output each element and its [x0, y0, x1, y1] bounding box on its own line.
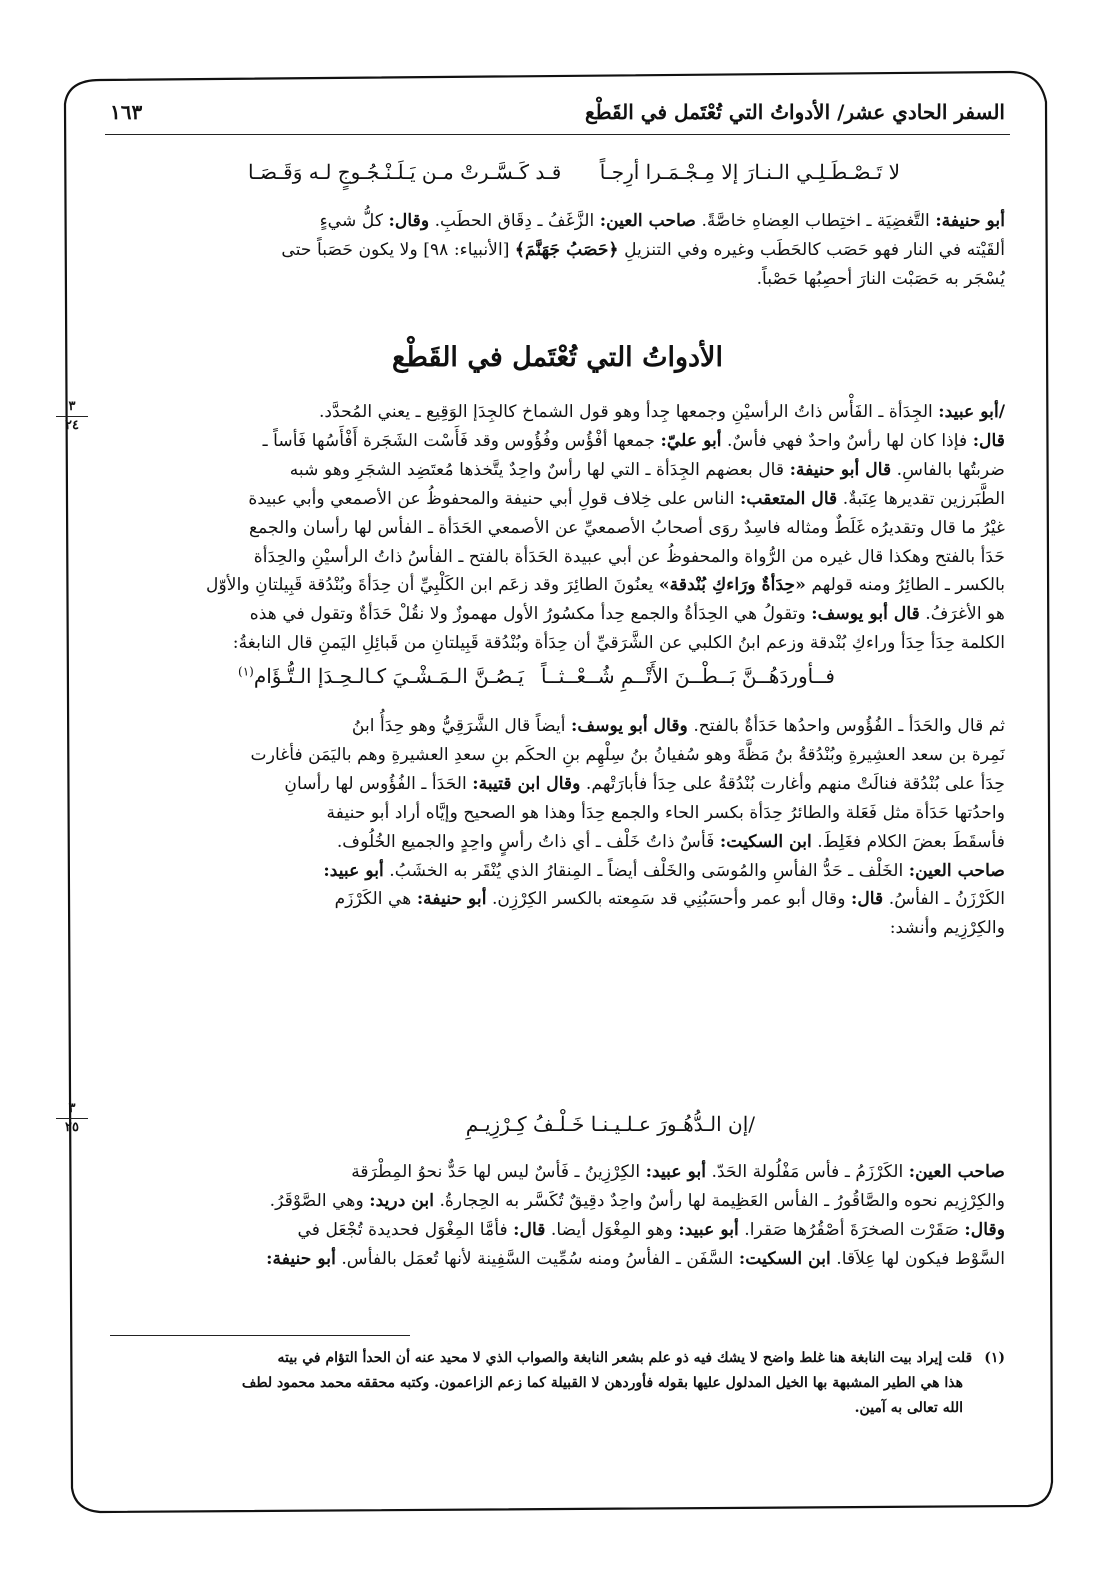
text-line: غيْرُ ما قال وتقديرُه غَلَطٌ ومثاله فاسِدٌ روَى أصحابُ الأصمعيِّ عن الأصمعي الحَدَأة ـ الفأس لها رأسان والجمع [248, 517, 1005, 538]
header-divider [105, 134, 1010, 135]
text-line: الكلمة حِدَأ حِدَأ وراءكِ بُنْدقة وزعم ابنُ الكلبي عن الشَّرَقيِّ أن حِدَأة وبُنْدُقة قَبِيلتانِ من قَبائِلِ اليَمنِ قال النابغةُ: [232, 633, 1005, 654]
running-title: السفر الحادي عشر/ الأدواتُ التي تُعْتَمل في القَطْع [585, 100, 1005, 124]
verse-1-left-hemistich: قـد كَـسَّـرتْ مـن يَـلَـنْـجُـوجٍ لـه وَقَـصَـا [248, 160, 562, 184]
text-line: وقال: صَقَرْت الصخرَةَ أصْقُرُها صَقرا. أبو عبيد: وهو المِغْوَل أيضا. قال: فأمَّا المِغْوَل فحديدة تُجْعَل في [297, 1219, 1005, 1240]
text-line: والكِرْزِيم نحوه والصَّاقُورُ ـ الفأس العَظِيمة لها رأسٌ واحِدٌ دقِيقٌ تُكَسَّر به الحِجارةُ. ابن دريد: وهي الصَّوْقَرُ. [269, 1190, 1005, 1211]
text-line: والكِرْزِيم وأنشد: [889, 918, 1005, 939]
text-line: ثم قال والحَدَأ ـ الفُؤُوس واحدُها حَدَأةٌ بالفتح. وقال أبو يوسف: أيضاً قال الشَّرَقِيُّ وهو حِدَأُ ابنُ [351, 716, 1005, 736]
text-line: حِدَأ على بُنْدُقة فنالَتْ منهم وأغارت بُنْدُقةُ على حِدَأ فأبارَتْهم. وقال ابن قتيبة: الحَدَأ ـ الفُؤُوس لها رأسانِ [284, 773, 1005, 794]
footnote-marker: (١) [238, 664, 254, 679]
verse-3: /إن الـدُّهُـورَ عـلـيـنـا خَـلْـفُ كِـرْزِيـمِ [465, 1112, 755, 1136]
text-line: فأسقَطَ بعضَ الكلام فغَلِطَ. ابن السكيت: فَأسٌ ذاتُ خَلْف ـ أي ذاتُ رأسٍ واحِدٍ والجميع الخُلُوف. [336, 831, 1005, 852]
text-line: قال: فإذا كان لها رأسٌ واحدٌ فهي فأسٌ. أبو عليّ: جمعها أفْؤُس وفُؤُوس وقد فَأَسْت الشَجَرة أَفْأَسُها فَأساً ـ [262, 430, 1005, 451]
paragraph-4 [112, 1158, 1005, 1274]
text-line: الله تعالى به آمين. [854, 1400, 963, 1416]
paragraph-1 [112, 207, 1005, 294]
footnote-divider [110, 1335, 410, 1336]
verse-2-right-hemistich: فــأوردَهُــنَّ بَــطْــنَ الأَتْــمِ شُــعْــثــاً [540, 664, 835, 688]
margin-reference-2 [52, 1102, 92, 1135]
margin-top-number: ٣ [68, 399, 76, 414]
footnote-number: (١) [984, 1350, 1005, 1366]
margin-top-number: ٣ [68, 1101, 76, 1116]
text-line: هذا هي الطير المشبهة بها الخيل المدلول عليها بقوله فأوردهن لا القبيلة كما زعم الزاعمون. وكتبه محققه محمد محمود لطف [241, 1375, 963, 1391]
text-line: نَمِرة بن سعد العشِيرةِ وبُنْدُقةُ بنُ مَظَّةَ وهو سُفيانُ بنُ سِلْهِم بنِ الحكَم بنِ سعدِ العشيرةِ وهم باليَمَن فأغارت [250, 744, 1005, 765]
quran-quote: ﴿حَصَبُ جَهَنَّمَ﴾ [514, 239, 619, 260]
text-line: أبو حنيفة: التَّغضِيَة ـ اختِطاب العِضاهِ خاصَّةً. صاحب العين: الزَّغَفُ ـ دِقَاق الحطَبِ. وقال: كلُّ شيءٍ [319, 211, 1005, 231]
text-line: ألقَيْته في النار فهو حَصَب كالحَطَب وغيره وفي التنزيلِ ﴿حَصَبُ جَهَنَّمَ﴾ [الأنبياء: ٩٨] ولا يكون حَصَباً حتى [281, 239, 1005, 260]
text-line: ضربتُها بالفاسِ. قال أبو حنيفة: قال بعضهم الجِدَأة ـ التي لها رأسٌ واحِدٌ يتَّخذها مُعتَضِد الشجَرِ وهو شبه [289, 459, 1005, 480]
text-line: السَّوْط فيكون لها عِلاَقا. ابن السكيت: السَّفَن ـ الفأسُ ومنه سُمِّيت السَّفِينة لأنها تُعمَل بالفأس. أبو حنيفة: [266, 1248, 1005, 1269]
text-line: واحدُتها حَدَأة مثل فَعَلة والطائرُ حِدَأة بكسر الحاء والجمع حِدَأ وهذا هو الصحيح وإيَّاه أراد أبو حنيفة [326, 802, 1005, 823]
text-line: /أبو عبيد: الجِدَأة ـ الفَأْس ذاتُ الرأسيْنِ وجمعها جِدأ وهو قول الشماخ كالجِدَإ الوَقِيع ـ يعني المُحدَّد. [318, 402, 1005, 422]
text-line: صاحب العين: الخَلْف ـ حَدُّ الفأسِ والمُوسَى والخَلْف أيضاً ـ المِنقارُ الذي يُنْقَر به الخشَبُ. أبو عبيد: [323, 860, 1005, 881]
text-line: صاحب العين: الكَرْزَمُ ـ فأس مَفْلُولة الحَدّ. أبو عبيد: الكِرْزِينُ ـ فَأسٌ ليس لها حَدٌّ نحوُ المِطْرَقة [351, 1162, 1005, 1182]
text-line: الطَّبَرزين تقديرها عِنَبةٌ. قال المتعقب: الناس على خِلاف قولِ أبي حنيفة والمحفوظُ عن الأصمعي وأبي عبيدة [248, 488, 1005, 509]
footnote [112, 1346, 1005, 1421]
margin-bottom-number: ٢٥ [65, 1120, 79, 1135]
text-line: (١)قلت إيراد بيت النابغة هنا غلط واضح لا يشك فيه ذو علم بشعر النابغة والصواب الذي لا محيد عنه أن الحدأ التؤام في بيته [277, 1350, 1005, 1366]
page-number: ١٦٣ [110, 100, 143, 124]
text-line: الكَرْزَنُ ـ الفأسُ. قال: وقال أبو عمر وأحسَبُنِي قد سَمِعته بالكسر الكِرْزِن. أبو حنيفة: هي الكَرْزَم [334, 889, 1005, 910]
text-line: بالكسر ـ الطائِرُ ومنه قولهم «حِدَأةٌ ورَاءكِ بُنْدقة» يعنُونَ الطائِرَ وقد زعَم ابن الكَلْبِيِّ أن حِدَأةَ وبُنْدُقة قَبِيلتانِ والأوّل [206, 575, 1005, 596]
margin-bottom-number: ٢٤ [65, 418, 79, 433]
paragraph-2 [112, 398, 1005, 658]
text-line: يُسْجَر به حَصَبْت النارَ أحصِبُها حَصْباً. [756, 268, 1005, 289]
paragraph-3 [112, 712, 1005, 943]
margin-reference-1 [52, 400, 92, 433]
verse-2-left-hemistich: يَـصُـنَّ الـمَـشْـيَ كـالـحِـدَإ الـتُّـؤَام$^{(١)}$ [238, 664, 524, 688]
section-title: الأدواتُ التي تُعْتَمل في القَطْع [392, 342, 723, 373]
text-line: حَدَأ بالفتح وهكذا قال غيره من الرُّواة والمحفوظُ عن أبي عبيدة الحَدَأة بالفتح ـ الفأسُ ذاتُ الرأسيْنِ والحِدَأة [253, 546, 1005, 567]
verse-1-right-hemistich: لا تَـصْـطَـلِـي الـنـارَ إلا مِـجْـمَـرا أرِجـاً [599, 160, 900, 184]
text-line: هو الأغرَفُ. قال أبو يوسف: وتقولُ هي الحِدَأةُ والجمع حِدأ مكسُورُ الأول مهموزٌ ولا نقُلْ حَدَأةٌ وتقول في هذه [249, 604, 1005, 625]
